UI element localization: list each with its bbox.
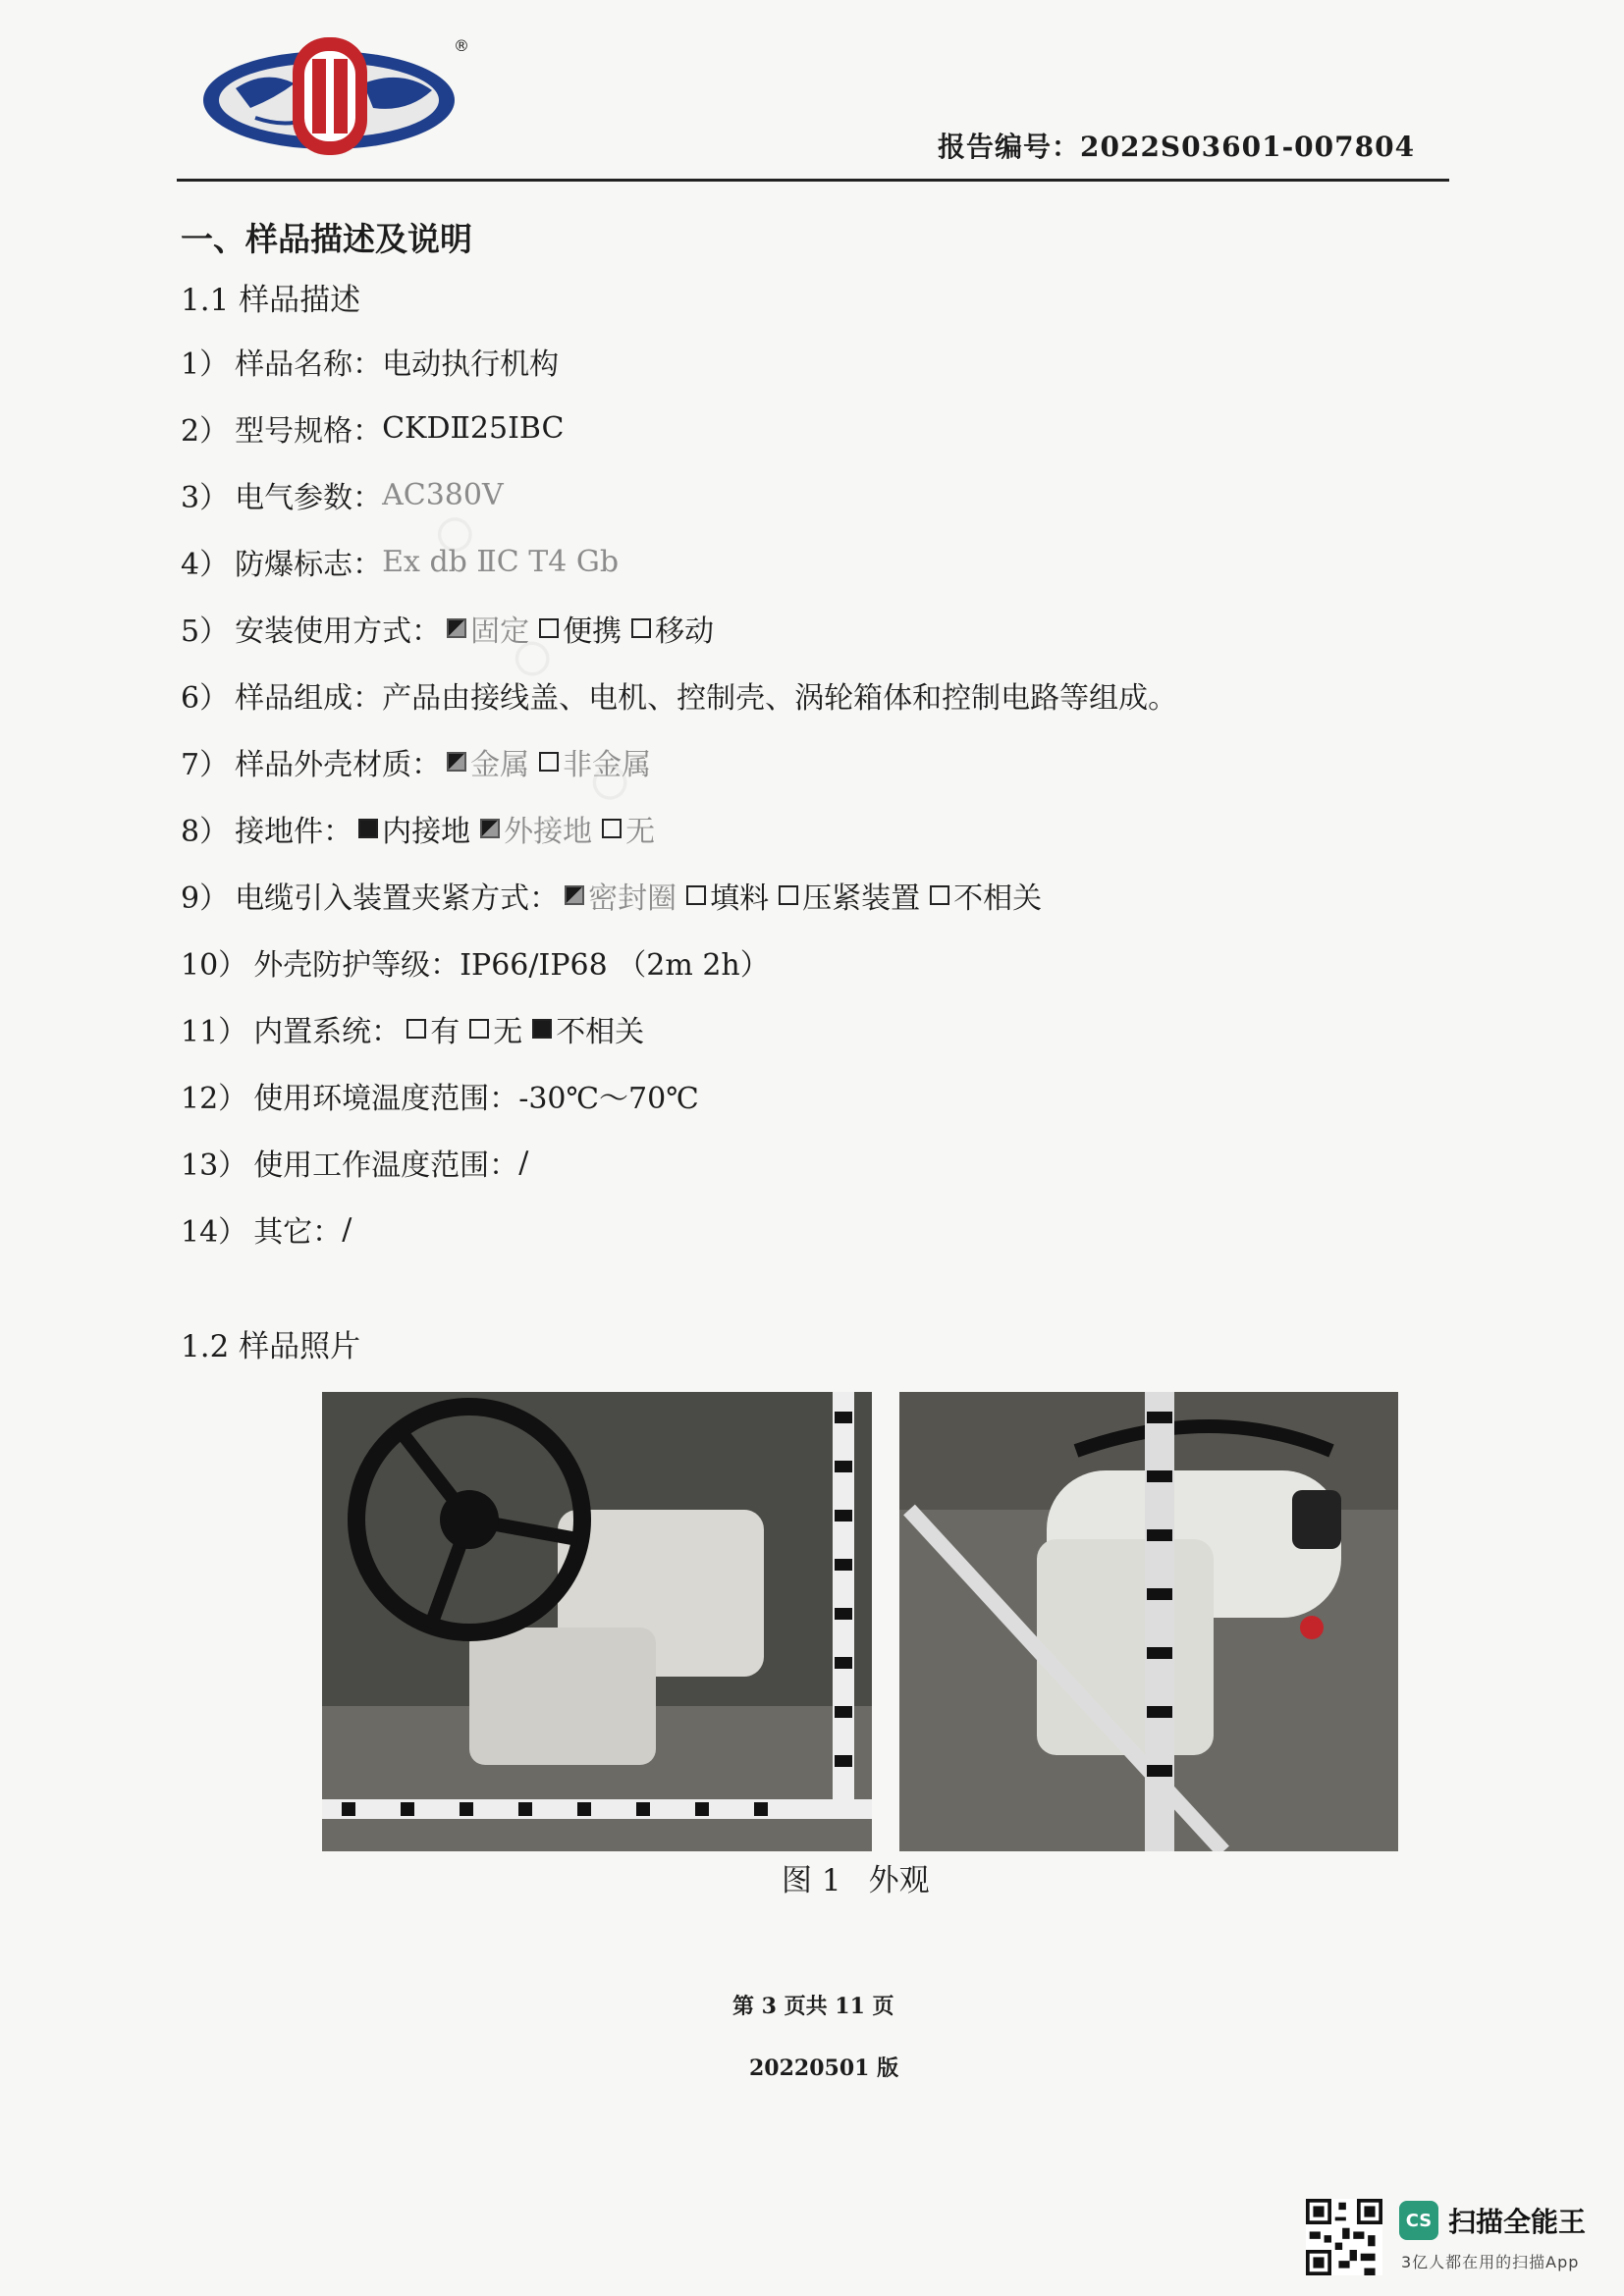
camscanner-logo-icon: CS (1399, 2201, 1438, 2240)
checkbox-checked (532, 1019, 552, 1039)
sample-photo-1 (322, 1392, 872, 1851)
sample-photo-2 (899, 1392, 1398, 1851)
checkbox-checked (480, 819, 500, 838)
checkbox-unchecked (930, 885, 949, 905)
item-explosion-mark: 4） 防爆标志： Ex db ⅡC T4 Gb (181, 544, 620, 582)
item-sample-name: 1） 样品名称： 电动执行机构 (181, 347, 560, 382)
scanner-watermark (1306, 2199, 1600, 2283)
item-electrical-params: 3） 电气参数： AC380V (181, 477, 504, 515)
checkbox-checked (358, 819, 378, 838)
subsection-sample-description: 1.1 样品描述 (181, 283, 361, 318)
page-number: 第 3 页共 11 页 (732, 1994, 894, 2019)
checkbox-unchecked (539, 752, 559, 772)
company-logo-icon (196, 29, 471, 167)
checkbox-checked (565, 885, 584, 905)
item-model-spec: 2） 型号规格： CKDⅡ25ⅠBC (181, 410, 565, 449)
item-ip-rating: 10） 外壳防护等级： IP66/IP68 （2m 2h） (181, 948, 770, 983)
item-enclosure-material: 7） 样品外壳材质： 金属 非金属 (181, 748, 652, 782)
checkbox-unchecked (686, 885, 706, 905)
scanner-app-name: 扫描全能王 (1448, 2206, 1587, 2238)
section-title: 一、样品描述及说明 (181, 220, 472, 258)
item-built-in-system: 11） 内置系统： 有 无 不相关 (181, 1015, 645, 1049)
qr-code-icon (1306, 2199, 1382, 2275)
figure-caption: 图 1 外观 (782, 1863, 930, 1898)
item-ambient-temp: 12） 使用环境温度范围： -30℃～70℃ (181, 1082, 699, 1116)
checkbox-checked (447, 618, 466, 638)
checkbox-unchecked (602, 819, 622, 838)
header-divider (177, 179, 1449, 182)
checkbox-unchecked (406, 1019, 426, 1039)
item-cable-entry: 9） 电缆引入装置夹紧方式： 密封圈 填料 压紧装置 不相关 (181, 881, 1043, 916)
checkbox-unchecked (469, 1019, 489, 1039)
checkbox-checked (447, 752, 466, 772)
checkbox-unchecked (779, 885, 798, 905)
version-label: 20220501 版 (749, 2056, 899, 2081)
checkbox-unchecked (539, 618, 559, 638)
item-grounding: 8） 接地件： 内接地 外接地 无 (181, 815, 656, 849)
item-working-temp: 13） 使用工作温度范围： / (181, 1145, 529, 1183)
scanner-slogan: 3亿人都在用的扫描App (1401, 2253, 1580, 2271)
item-composition: 6） 样品组成： 产品由接线盖、电机、控制壳、涡轮箱体和控制电路等组成。 (181, 681, 1178, 716)
checkbox-unchecked (631, 618, 651, 638)
subsection-sample-photos: 1.2 样品照片 (181, 1329, 361, 1364)
item-install-method: 5） 安装使用方式： 固定 便携 移动 (181, 614, 715, 649)
item-other: 14） 其它： / (181, 1211, 352, 1250)
svg-text:®: ® (454, 36, 469, 55)
report-number: 报告编号：2022S03601-007804 (938, 131, 1416, 163)
